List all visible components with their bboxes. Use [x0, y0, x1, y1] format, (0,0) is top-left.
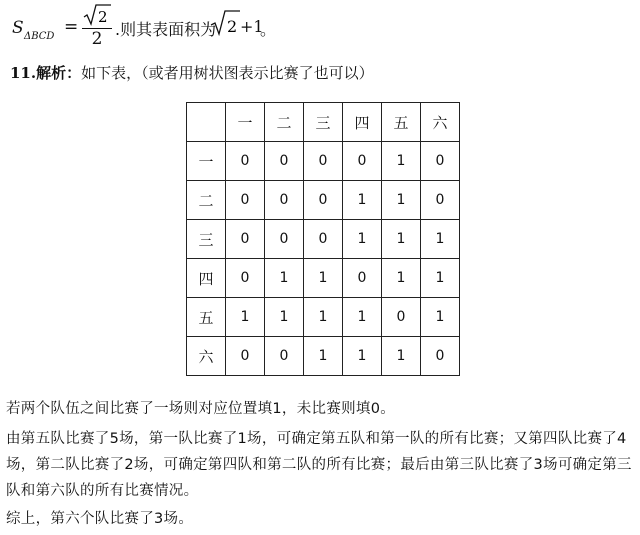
column-header: 四: [343, 103, 382, 142]
table-row: [187, 337, 460, 376]
table-cell: 1: [343, 181, 382, 220]
table-cell: 0: [226, 337, 265, 376]
table-cell: 1: [343, 220, 382, 259]
table-cell: 1: [421, 259, 460, 298]
table-cell: 0: [226, 259, 265, 298]
table-cell: 0: [226, 181, 265, 220]
table-cell: 0: [421, 337, 460, 376]
corner-cell: [187, 103, 226, 142]
table-cell: 0: [343, 142, 382, 181]
row-header: 二: [187, 181, 226, 220]
table-cell: 1: [265, 259, 304, 298]
table-cell: 0: [265, 181, 304, 220]
row-header: 一: [187, 142, 226, 181]
table-header-row: [187, 103, 460, 142]
table-cell: 1: [382, 337, 421, 376]
plus-one: +1: [240, 17, 264, 36]
table-cell: 1: [343, 337, 382, 376]
answer-heading: [10, 62, 374, 83]
table-cell: 0: [304, 142, 343, 181]
column-header: 三: [304, 103, 343, 142]
table-row: [187, 181, 460, 220]
table-row: [187, 259, 460, 298]
table-cell: 1: [304, 298, 343, 337]
row-header: 三: [187, 220, 226, 259]
column-header: 五: [382, 103, 421, 142]
column-header: 六: [421, 103, 460, 142]
table-cell: 1: [226, 298, 265, 337]
numerator-value: 2: [98, 8, 108, 26]
explanation-paragraph-2: 由第五队比赛了5场，第一队比赛了1场，可确定第五队和第一队的所有比赛；又第四队比赛了4场，第二队比赛了2场，可确定第四队和第二队的所有比赛；最后由第三队比赛了3场可确定第三队和第六队的所有比赛情况。: [6, 431, 632, 499]
table-cell: 1: [421, 298, 460, 337]
sqrt-term: [209, 8, 241, 36]
table-cell: 1: [382, 220, 421, 259]
table-cell: 0: [304, 220, 343, 259]
table-cell: 0: [265, 142, 304, 181]
denominator-value: 2: [91, 29, 103, 49]
match-table: [186, 102, 460, 376]
equals-sign: =: [64, 17, 79, 37]
table-cell: 0: [304, 181, 343, 220]
answer-label: 解析：: [36, 64, 82, 82]
table-cell: 1: [343, 298, 382, 337]
table-cell: 0: [265, 220, 304, 259]
area-symbol: S: [12, 18, 24, 38]
column-header: 二: [265, 103, 304, 142]
table-cell: 1: [382, 181, 421, 220]
row-header: 四: [187, 259, 226, 298]
table-cell: 1: [382, 142, 421, 181]
table-cell: 1: [382, 259, 421, 298]
table-cell: 1: [304, 259, 343, 298]
table-cell: 0: [226, 142, 265, 181]
table-cell: 0: [343, 259, 382, 298]
table-cell: 1: [421, 220, 460, 259]
formula-line: [12, 4, 612, 52]
table-cell: 0: [265, 337, 304, 376]
table-cell: 0: [226, 220, 265, 259]
fraction: [82, 4, 112, 52]
column-header: 一: [226, 103, 265, 142]
table-cell: 0: [421, 181, 460, 220]
heading-text: 如下表，（或者用树状图表示比赛了也可以）: [81, 64, 374, 82]
row-header: 五: [187, 298, 226, 337]
end-mark: 。: [260, 20, 277, 39]
radicand-value: 2: [227, 17, 238, 36]
conclusion-line: 综上，第六个队比赛了3场。: [6, 511, 194, 527]
table-row: [187, 142, 460, 181]
table-cell: 0: [382, 298, 421, 337]
explanation-line-1: 若两个队伍之间比赛了一场则对应位置填1，未比赛则填0。: [6, 401, 396, 417]
area-subscript: ΔBCD: [24, 31, 55, 42]
sqrt-numerator: [82, 4, 112, 26]
table-cell: 1: [265, 298, 304, 337]
table-row: [187, 298, 460, 337]
formula-text: .则其表面积为: [115, 20, 217, 39]
table-cell: 1: [304, 337, 343, 376]
table-row: [187, 220, 460, 259]
question-number: 11.: [10, 64, 37, 82]
row-header: 六: [187, 337, 226, 376]
table-cell: 0: [421, 142, 460, 181]
